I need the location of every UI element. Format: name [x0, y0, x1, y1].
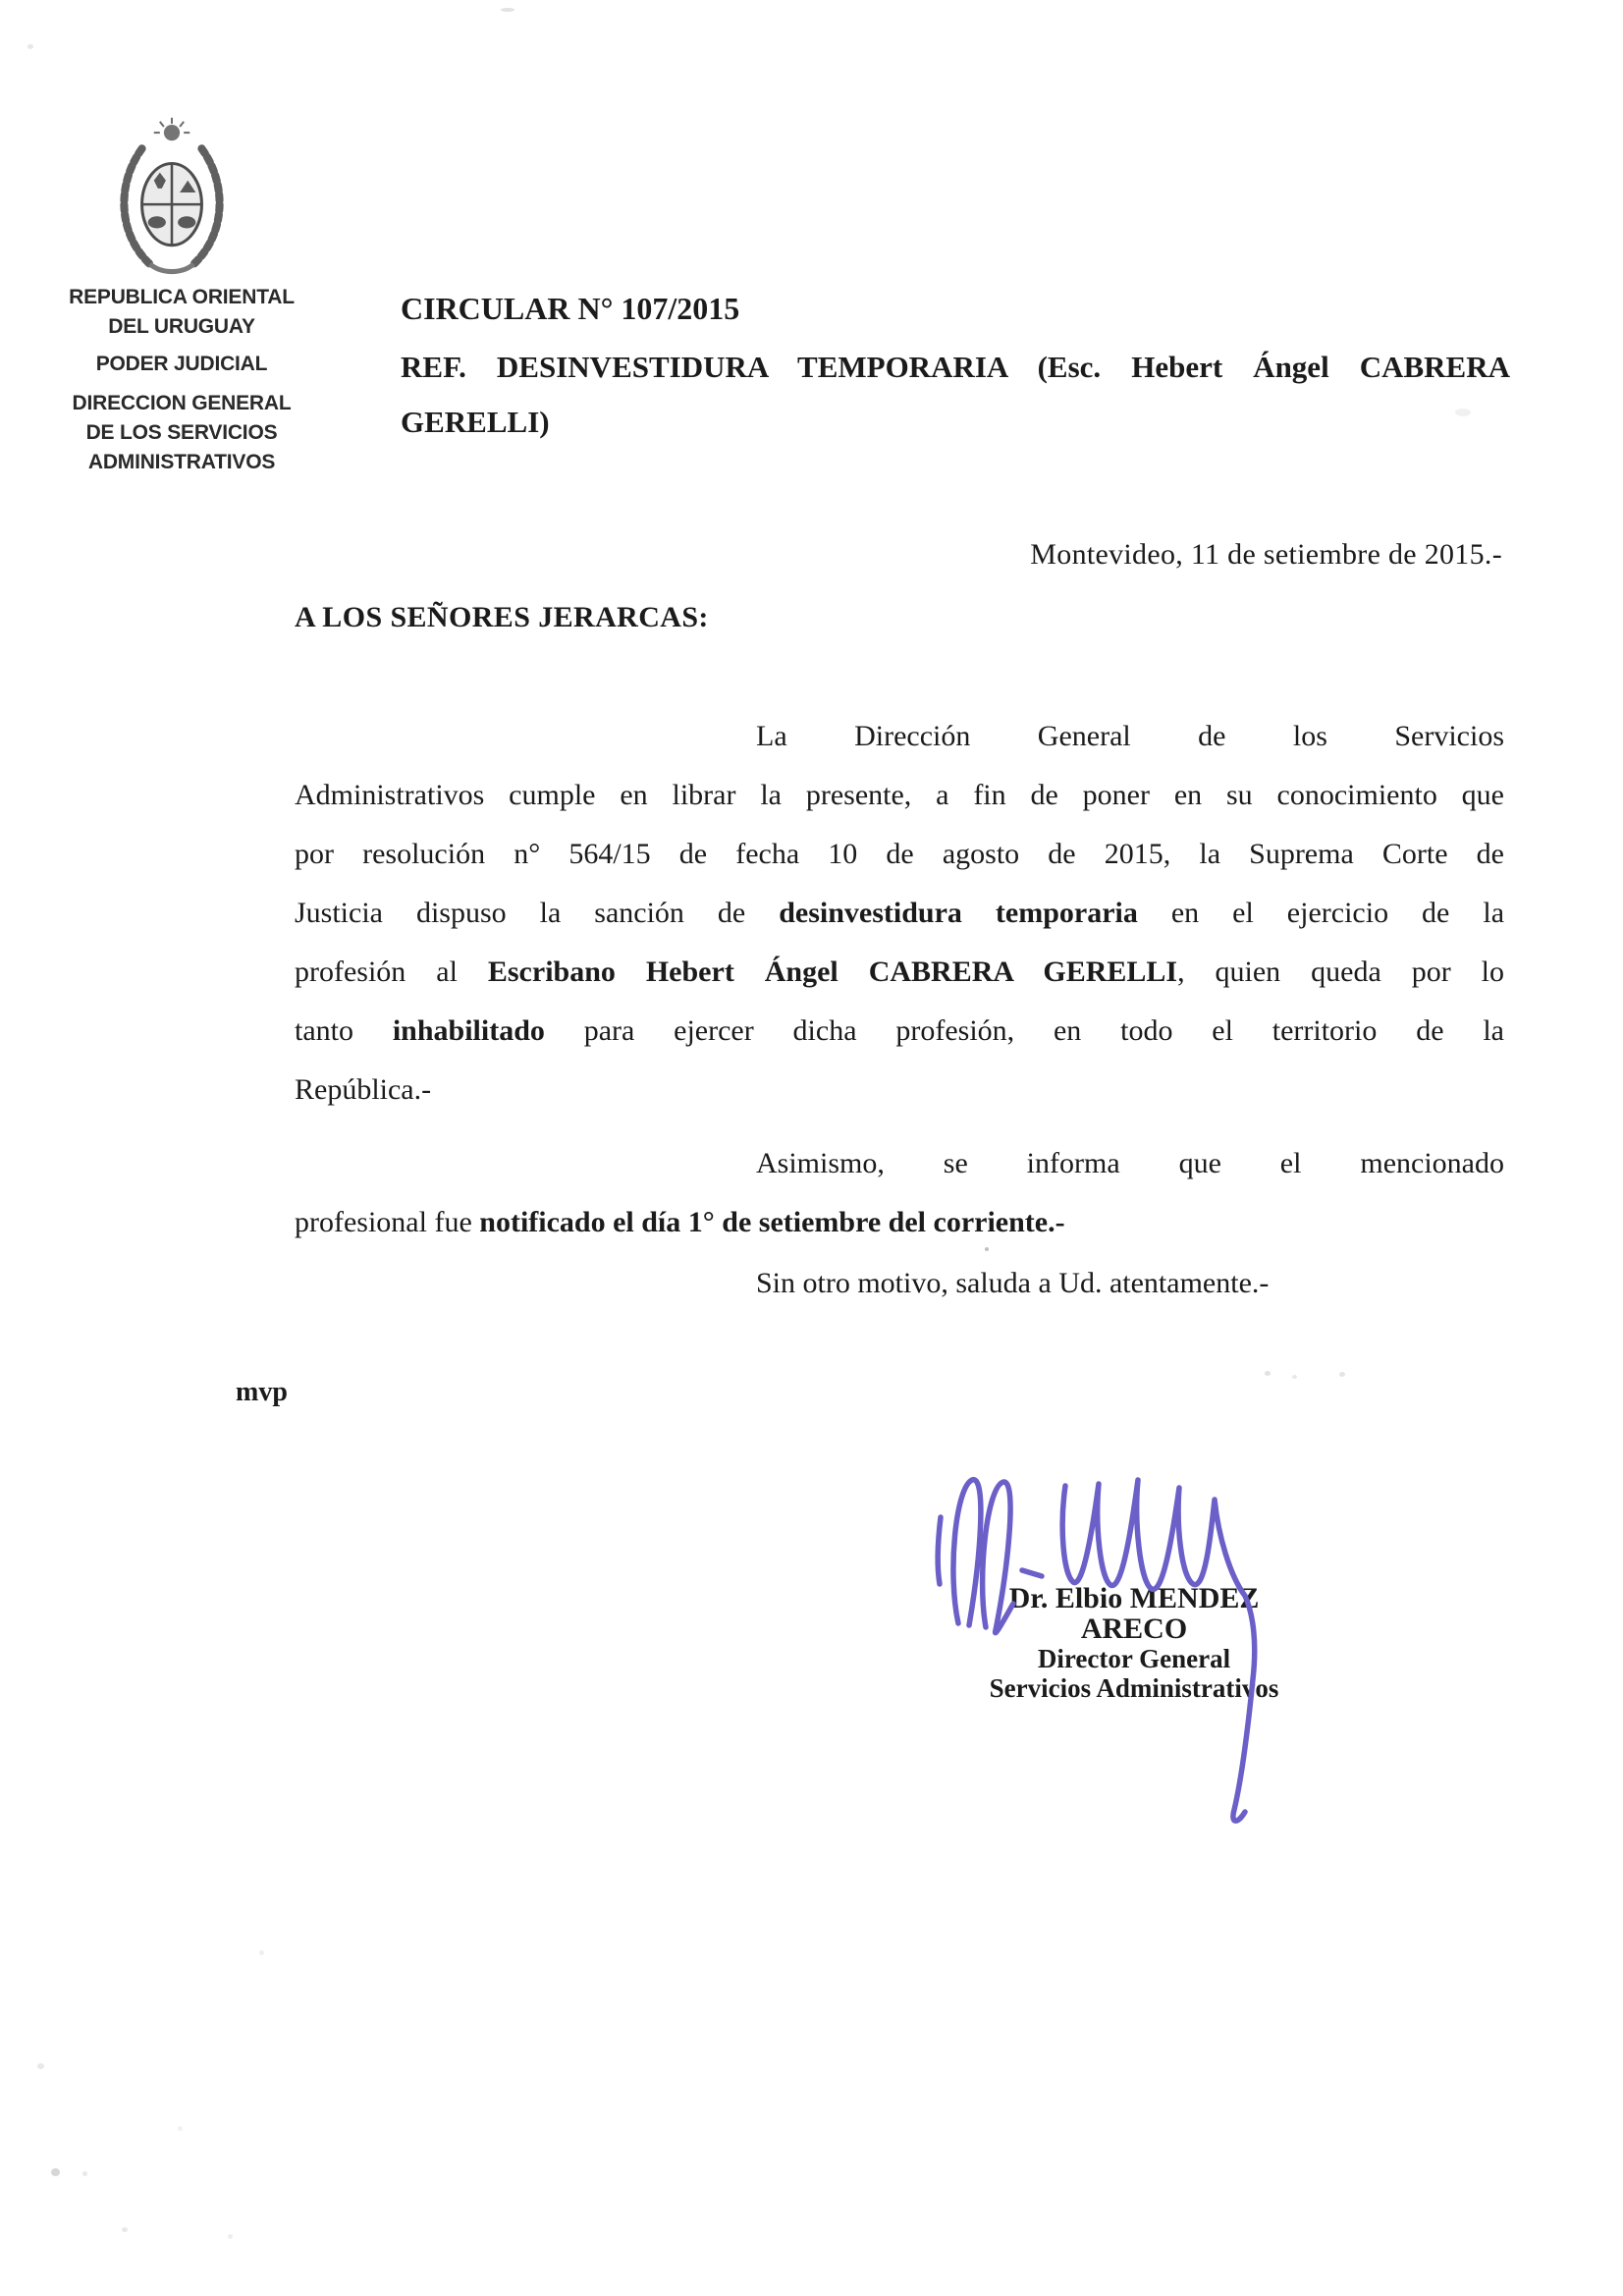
text-segment: profesional fue: [295, 1206, 480, 1238]
scan-speck: [1339, 1372, 1345, 1377]
scan-speck: [82, 2171, 87, 2176]
closing-line: Sin otro motivo, saluda a Ud. atentamente.-: [756, 1267, 1270, 1299]
text-segment: en el ejercicio de la: [1137, 897, 1505, 929]
letterhead-line: REPUBLICA ORIENTAL: [69, 286, 295, 308]
body-line: [756, 1134, 1504, 1193]
letterhead-line: DIRECCION GENERAL: [72, 392, 292, 414]
typist-initials: mvp: [236, 1377, 288, 1407]
body-line: [295, 825, 1504, 884]
text-segment: inhabilitado: [392, 1014, 545, 1047]
text-segment: República.-: [295, 1073, 432, 1106]
text-segment: tanto: [295, 1014, 393, 1047]
scan-speck: [985, 1247, 989, 1251]
body-line: [295, 884, 1504, 943]
body-line: [295, 766, 1504, 825]
ribbon: [150, 264, 194, 272]
scan-speck: [122, 2227, 128, 2232]
signature-stroke: [953, 1480, 1013, 1633]
scan-speck: [259, 1950, 264, 1955]
text-segment: La Dirección General de los Servicios: [756, 720, 1504, 752]
scan-speck: [27, 44, 33, 49]
document-heading: [401, 291, 1510, 442]
signature-stroke: [938, 1517, 941, 1584]
letterhead-line: DEL URUGUAY: [108, 315, 255, 338]
scan-speck: [228, 2234, 233, 2239]
quarter-horse: [148, 216, 166, 228]
scan-speck: [501, 8, 514, 12]
scan-speck: [37, 2063, 44, 2069]
coat-of-arms-icon: [102, 116, 242, 277]
signature-stroke: [1022, 1570, 1042, 1576]
body-line: [295, 1002, 1504, 1061]
text-segment: , quien queda por lo: [1177, 956, 1504, 988]
body-line: [295, 943, 1504, 1002]
scan-speck: [178, 2126, 183, 2131]
reference-line-2: GERELLI): [401, 405, 550, 439]
sun-emblem: [164, 125, 180, 140]
dateline: Montevideo, 11 de setiembre de 2015.-: [1030, 538, 1502, 571]
reference-line-1: REF. DESINVESTIDURA TEMPORARIA (Esc. Hebert Ángel CABRERA: [401, 350, 1510, 384]
letterhead-line: PODER JUDICIAL: [95, 353, 268, 375]
scan-speck: [1292, 1375, 1297, 1379]
signature-stroke: [1062, 1480, 1255, 1821]
circular-number: CIRCULAR N° 107/2015: [401, 291, 740, 326]
letterhead: [59, 283, 304, 477]
quarter-ox: [178, 216, 195, 228]
text-segment: profesión al: [295, 956, 488, 988]
letterhead-line: DE LOS SERVICIOS: [85, 421, 278, 444]
text-segment: notificado el día 1° de setiembre del corriente.-: [479, 1206, 1065, 1238]
scan-speck: [51, 2168, 60, 2176]
signer-name: Dr. Elbio MENDEZ ARECO: [1008, 1582, 1260, 1645]
text-segment: Escribano Hebert Ángel CABRERA GERELLI: [487, 956, 1178, 988]
text-segment: Administrativos cumple en librar la presente, a fin de poner en su conocimiento que: [295, 779, 1504, 811]
signer-title-1: Director General: [1037, 1644, 1231, 1673]
body-line: [295, 1193, 1504, 1252]
letter-body: [295, 707, 1504, 1313]
text-segment: por resolución n° 564/15 de fecha 10 de agosto de 2015, la Suprema Corte de: [295, 838, 1504, 870]
text-segment: desinvestidura temporaria: [779, 897, 1138, 929]
body-line: [295, 1061, 1504, 1120]
scan-speck: [1265, 1371, 1271, 1376]
letterhead-line: ADMINISTRATIVOS: [87, 451, 276, 473]
body-line: [756, 707, 1504, 766]
text-segment: Justicia dispuso la sanción de: [295, 897, 780, 929]
text-segment: Asimismo, se informa que el mencionado: [756, 1147, 1504, 1179]
signature-ink: [918, 1458, 1281, 1841]
signer-title-2: Servicios Administrativos: [989, 1673, 1279, 1703]
salutation: A LOS SEÑORES JERARCAS:: [295, 601, 709, 633]
text-segment: para ejercer dicha profesión, en todo el territorio de la: [544, 1014, 1504, 1047]
scan-speck: [1455, 409, 1471, 416]
